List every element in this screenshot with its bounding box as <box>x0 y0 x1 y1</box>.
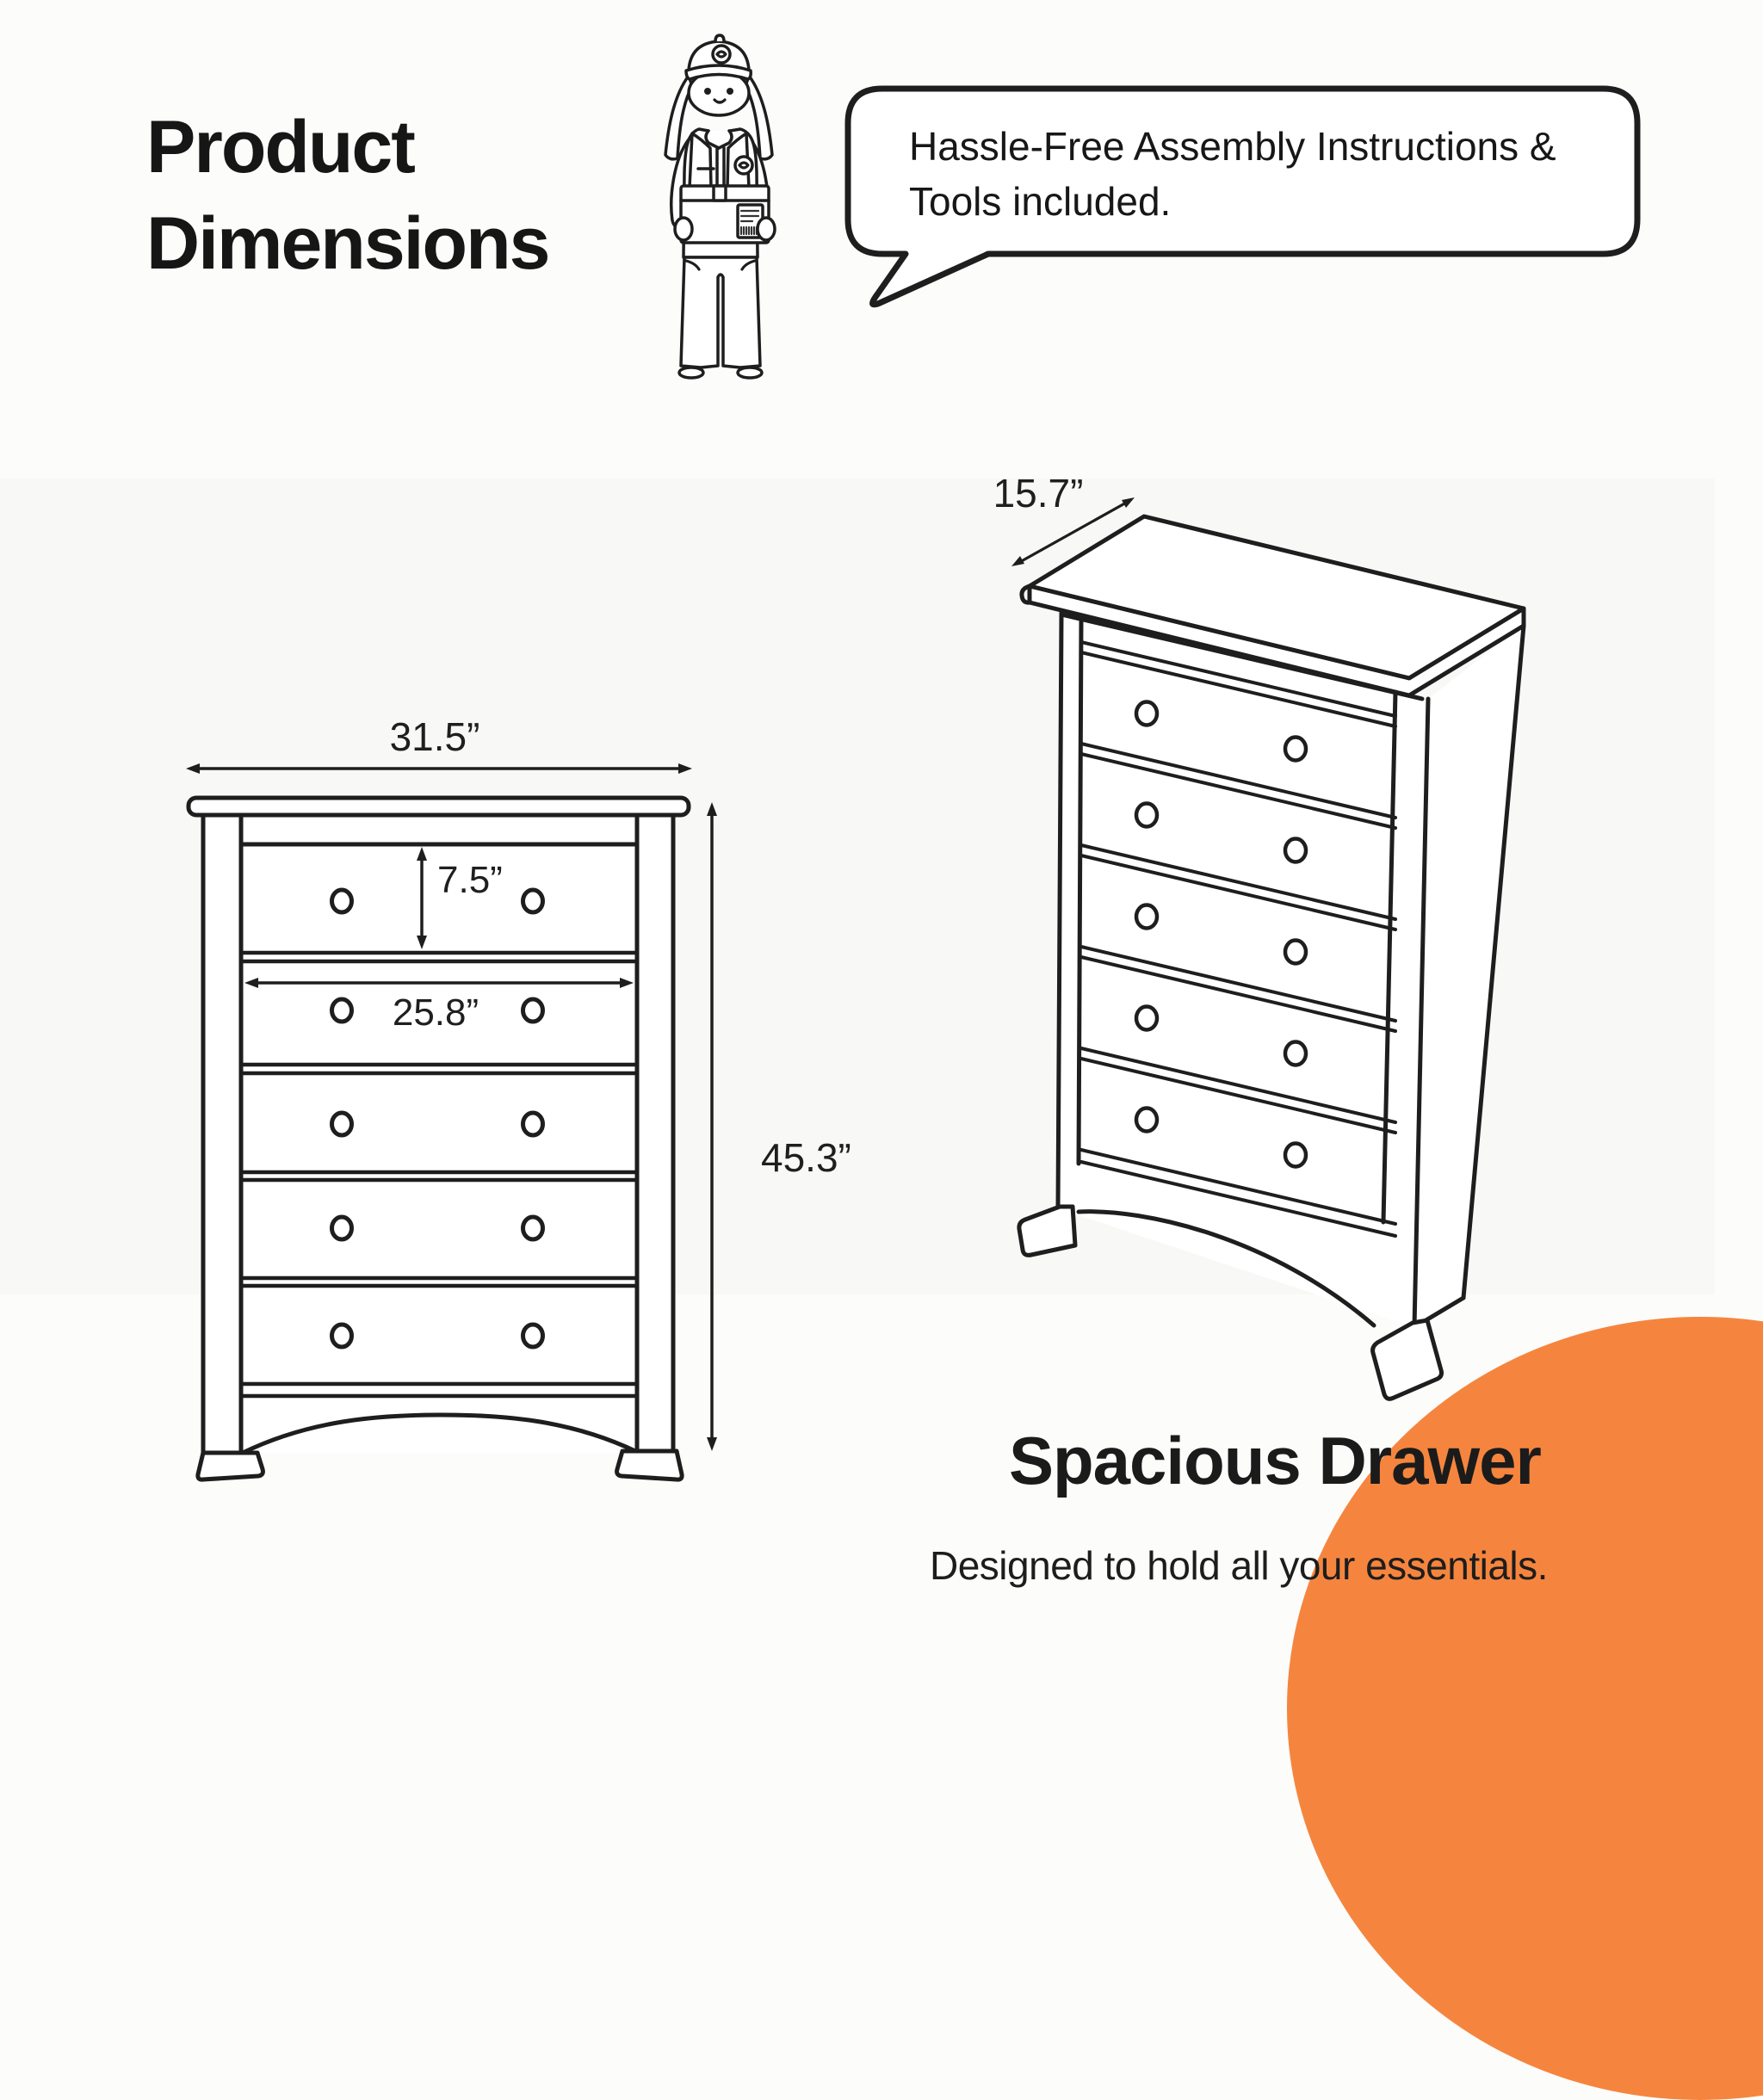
drawer-knob <box>332 1325 352 1347</box>
shoe-right <box>738 368 762 378</box>
glove-left <box>675 218 692 240</box>
right-foot <box>617 1451 683 1479</box>
cap-button <box>715 35 724 41</box>
cabinet-top-panel <box>189 798 689 815</box>
drawer-knob <box>1136 1007 1157 1030</box>
drawer-knob <box>332 890 352 912</box>
vest-badge-icon <box>735 157 752 174</box>
drawer-knob <box>523 999 543 1022</box>
right-foot-perspective <box>1373 1320 1442 1399</box>
delivery-person-illustration <box>659 26 792 387</box>
left-foot-perspective <box>1019 1207 1075 1255</box>
drawer-knob <box>523 1325 543 1347</box>
drawer-knob <box>1285 1042 1306 1065</box>
drawer-knob <box>332 1217 352 1239</box>
width-dimension-label: 31.5” <box>389 714 480 759</box>
cabinet-body <box>203 815 673 1453</box>
width-dimension-arrow <box>186 763 692 774</box>
assembly-note-line1: Hassle-Free Assembly Instructions & <box>909 124 1556 169</box>
glove-right <box>758 218 775 240</box>
top-drawer-height-label: 7.5” <box>437 859 503 901</box>
drawer-knob <box>523 1113 543 1135</box>
drawer-knob <box>332 999 352 1022</box>
page-title <box>146 100 548 293</box>
feature-subtitle: Designed to hold all your essentials. <box>930 1543 1548 1588</box>
drawer-knob <box>1136 905 1157 929</box>
drawer-knob <box>523 1217 543 1239</box>
left-foot <box>198 1453 263 1479</box>
drawer-knob <box>1285 1144 1306 1167</box>
front-view-diagram <box>121 706 912 1498</box>
box-tape <box>714 186 726 201</box>
drawer-knob <box>1285 839 1306 862</box>
drawer-knob <box>1136 804 1157 827</box>
speech-bubble <box>818 69 1661 327</box>
drawer-knob <box>523 890 543 912</box>
assembly-note-line2: Tools included. <box>909 179 1172 224</box>
drawer-knob <box>1136 702 1157 726</box>
cap-badge-icon <box>713 46 730 63</box>
page-title-line1: Product <box>146 106 414 188</box>
drawer-knob <box>332 1113 352 1135</box>
height-dimension-arrow <box>707 802 717 1451</box>
page-title-line2: Dimensions <box>146 201 549 285</box>
drawer-knob <box>1285 738 1306 761</box>
drawer-width-label: 25.8” <box>392 991 479 1034</box>
shoe-left <box>679 368 703 378</box>
perspective-view-diagram <box>973 465 1627 1429</box>
height-dimension-label: 45.3” <box>761 1135 851 1180</box>
depth-dimension-label: 15.7” <box>993 471 1084 516</box>
eye-left <box>704 88 711 95</box>
drawer-knob <box>1136 1109 1157 1132</box>
drawer-knob <box>1285 941 1306 964</box>
pants <box>681 257 760 368</box>
eye-right <box>727 88 733 95</box>
feature-heading: Spacious Drawer <box>1009 1423 1541 1498</box>
